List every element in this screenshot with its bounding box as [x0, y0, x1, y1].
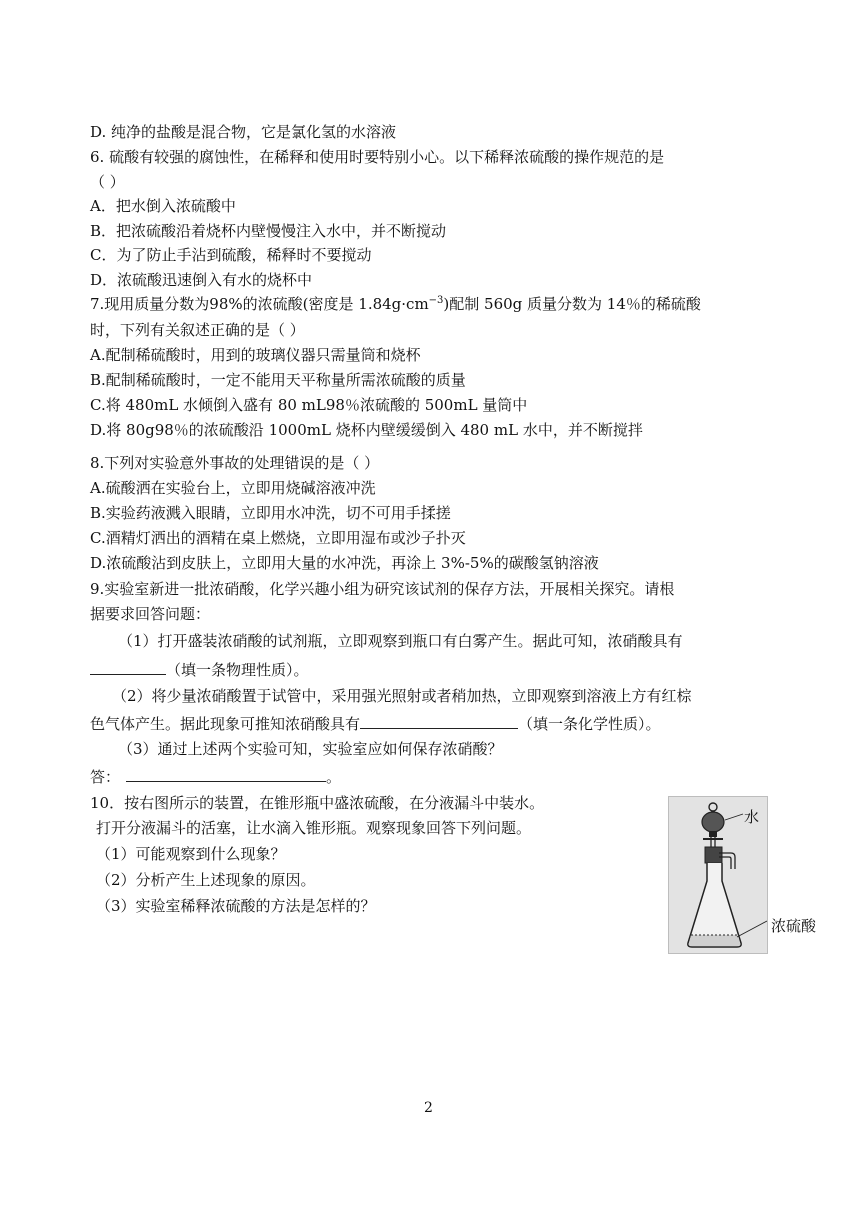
q9-answer-prefix: 答： [90, 768, 121, 786]
q6-option-d: D．浓硫酸迅速倒入有水的烧杯中 [90, 271, 313, 289]
q9-part1-line2 [90, 658, 309, 680]
q6-option-a: A．把水倒入浓硫酸中 [90, 197, 236, 215]
q9-stem-line1: 9.实验室新进一批浓硝酸，化学兴趣小组为研究该试剂的保存方法，开展相关探究。请根 [90, 580, 675, 598]
figure-label-water: 水 [744, 808, 760, 826]
q6-option-c: C．为了防止手沾到硫酸，稀释时不要搅动 [90, 246, 372, 264]
q7-option-a: A.配制稀硫酸时，用到的玻璃仪器只需量筒和烧杯 [90, 346, 421, 364]
q9-part2-answer-blank[interactable] [360, 712, 518, 729]
q9-part3-answer-blank[interactable] [126, 765, 326, 782]
q6-stem-line2: （ ） [90, 173, 125, 191]
q9-part2-line1: （2）将少量浓硝酸置于试管中，采用强光照射或者稍加热，立即观察到溶液上方有红棕 [112, 687, 692, 705]
q9-answer-line [90, 765, 341, 787]
q10-stem-line2: 打开分液漏斗的活塞，让水滴入锥形瓶。观察现象回答下列问题。 [96, 819, 532, 837]
q9-part1-line2-text: （填一条物理性质）。 [166, 661, 309, 679]
q9-part3: （3）通过上述两个实验可知，实验室应如何保存浓硝酸？ [118, 740, 503, 758]
figure-label-sulfuric-acid: 浓硫酸 [771, 917, 817, 935]
q9-stem-line2: 据要求回答问题： [90, 605, 211, 623]
q8-option-c: C.酒精灯洒出的酒精在桌上燃烧，立即用湿布或沙子扑灭 [90, 529, 466, 547]
q7-option-b: B.配制稀硫酸时，一定不能用天平称量所需浓硫酸的质量 [90, 371, 466, 389]
q10-part3: （3）实验室稀释浓硫酸的方法是怎样的？ [96, 897, 376, 915]
q8-stem: 8.下列对实验意外事故的处理错误的是（ ） [90, 454, 380, 472]
q8-option-b: B.实验药液溅入眼睛，立即用水冲洗，切不可用手揉搓 [90, 504, 451, 522]
q9-answer-suffix: 。 [326, 768, 342, 786]
q7-option-c: C.将 480mL 水倾倒入盛有 80 mL98％浓硫酸的 500mL 量筒中 [90, 396, 528, 414]
q9-part2-line2-a: 色气体产生。据此现象可推知浓硝酸具有 [90, 715, 361, 733]
q9-part1-line1: （1）打开盛装浓硝酸的试剂瓶，立即观察到瓶口有白雾产生。据此可知，浓硝酸具有 [118, 632, 683, 650]
q7-stem-line2: 时，下列有关叙述正确的是（ ） [90, 321, 305, 339]
q7-stem-line1 [90, 294, 701, 314]
q6-option-b: B．把浓硫酸沿着烧杯内壁慢慢注入水中，并不断搅动 [90, 222, 447, 240]
q7-stem-line1-b: )配制 560g 质量分数为 14％的稀硫酸 [443, 295, 701, 313]
q7-stem-superscript: −3 [428, 295, 444, 306]
q10-stem-line1: 10．按右图所示的装置，在锥形瓶中盛浓硫酸，在分液漏斗中装水。 [90, 794, 545, 812]
q8-option-d: D.浓硫酸沾到皮肤上，立即用大量的水冲洗，再涂上 3%-5%的碳酸氢钠溶液 [90, 554, 599, 572]
q7-option-d: D.将 80g98％的浓硫酸沿 1000mL 烧杯内壁缓缓倒入 480 mL 水中，并不断搅拌 [90, 421, 643, 439]
q10-part2: （2）分析产生上述现象的原因。 [96, 871, 316, 889]
q8-option-a: A.硫酸洒在实验台上，立即用烧碱溶液冲洗 [90, 479, 376, 497]
page-number: 2 [424, 1100, 433, 1116]
q9-part2-line2 [90, 712, 661, 734]
q9-part2-line2-b: （填一条化学性质）。 [518, 715, 661, 733]
q5-option-d: D. 纯净的盐酸是混合物，它是氯化氢的水溶液 [90, 123, 397, 141]
q7-stem-line1-a: 7.现用质量分数为98%的浓硫酸(密度是 1.84g·cm [90, 295, 429, 313]
q9-part1-answer-blank[interactable] [90, 658, 166, 675]
q10-part1: （1）可能观察到什么现象？ [96, 845, 286, 863]
q6-stem-line1: 6. 硫酸有较强的腐蚀性，在稀释和使用时要特别小心。以下稀释浓硫酸的操作规范的是 [90, 148, 665, 166]
